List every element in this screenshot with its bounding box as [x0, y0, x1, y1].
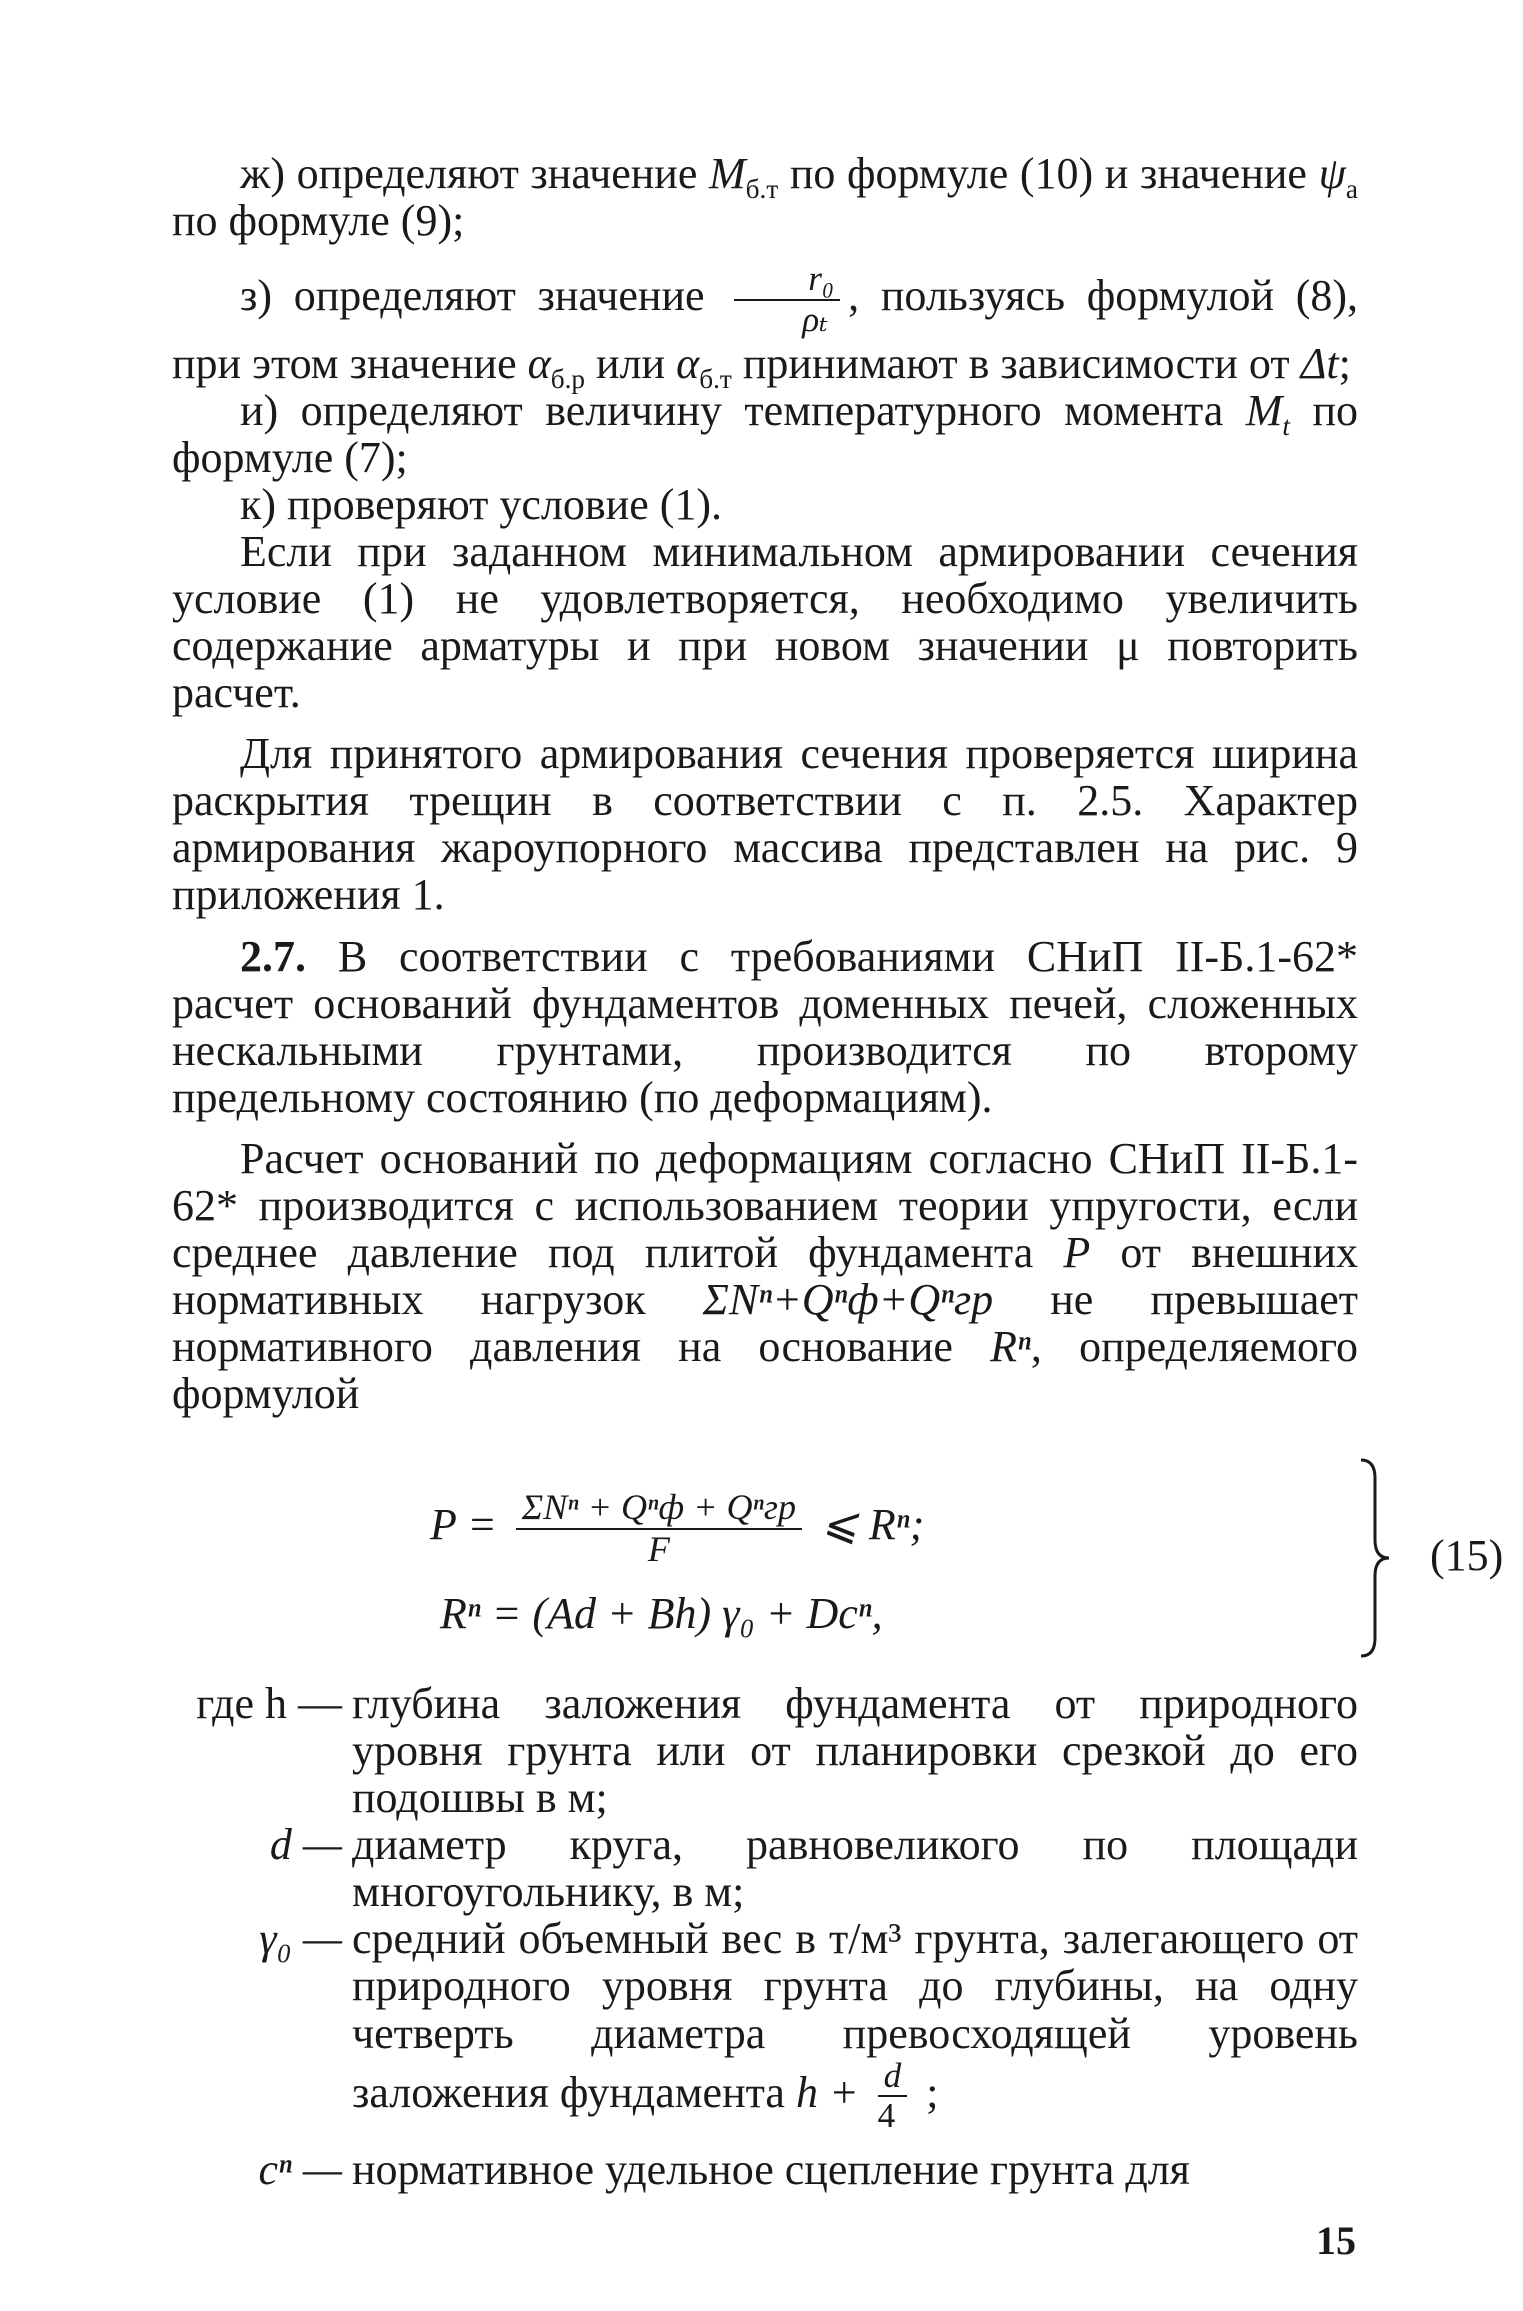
section-number: 2.7. [240, 931, 306, 981]
definition-h [172, 1680, 1358, 1821]
text: , пользуясь формулой (8), при этом значение [172, 270, 1359, 388]
text: по формуле (9); [172, 196, 465, 246]
text: ; [915, 2067, 939, 2117]
paragraph-i [172, 387, 1358, 481]
paragraph-2-7 [172, 933, 1358, 1121]
definition-term: где h — [196, 1679, 342, 1728]
fraction-d-4 [878, 2057, 908, 2136]
fraction-denominator: 4 [877, 2096, 896, 2136]
symbol-psi: ψ [1318, 149, 1346, 198]
formula-line-2: Rⁿ = (Ad + Bh) γ₀ + Dcⁿ, [440, 1589, 883, 1638]
fraction-denominator: ρₜ [802, 299, 828, 339]
definition-term: γ₀ — [259, 1914, 342, 1964]
paragraph-dlya: Для принятого армирования сечения проверяется ширина раскрытия трещин в соответствии с п. 2.5. Характер армирования жароупорного массива представлен на рис. 9 приложения 1. [172, 729, 1358, 920]
symbol-alpha-bp: α [527, 338, 551, 388]
formula-line-1 [430, 1488, 924, 1569]
right-brace-icon [1357, 1458, 1393, 1658]
text: от внешних нормативных нагрузок [172, 1228, 1358, 1325]
text: з) определяют значение [240, 270, 705, 320]
symbol-alpha-bt: α [676, 338, 700, 388]
symbol-sub: б.р [550, 363, 586, 394]
equation-number: (15) [1430, 1531, 1504, 1580]
definition-text: глубина заложения фундамента от природного уровня грунта или от планировки срезкой до его подошвы в м; [352, 1679, 1358, 1823]
text: Расчет оснований по деформациям согласно СНиП II-Б.1-62* производится с использованием теории упругости, если среднее давление под плитой фундамента [172, 1133, 1358, 1277]
definition-c [172, 2146, 1358, 2193]
symbol-m-t: M [1245, 385, 1283, 435]
symbol-sub: t [1282, 410, 1290, 441]
fraction-r0-rho [734, 260, 840, 339]
paragraph-zh [172, 150, 1358, 244]
symbol-sub: а [1345, 173, 1358, 204]
definition-term: cⁿ — [258, 2145, 342, 2195]
definitions-list [172, 1680, 1358, 2193]
formula-denominator: F [647, 1528, 670, 1569]
fraction-numerator: r₀ [734, 260, 840, 301]
symbol-sub: б.т [699, 363, 732, 394]
definition-gamma [172, 1915, 1358, 2136]
text: или [585, 338, 677, 388]
fraction-numerator: d [878, 2057, 908, 2098]
formula-fraction [516, 1488, 802, 1569]
symbol-m-bt: M [709, 149, 746, 198]
paragraph-raschet [172, 1135, 1358, 1417]
text: ; [1338, 338, 1351, 388]
text: не превышает нормативного давления на основание [172, 1275, 1358, 1372]
text: средний объемный вес в т/м³ грунта, залегающего от природного уровня грунта до глубины, на одну четверть диаметра превосходящей уровень заложения фундамента [352, 1914, 1358, 2117]
definition-text [342, 1915, 1358, 2136]
symbol-sub: б.т [745, 173, 779, 204]
text: по формуле (10) и значение [778, 149, 1319, 198]
definition-text: нормативное удельное сцепление грунта для [352, 2145, 1190, 2195]
text: по формуле (7); [172, 385, 1358, 482]
text: , определяемого формулой [172, 1322, 1358, 1419]
symbol-delta-t: Δt [1300, 338, 1339, 388]
symbol-p: P [1063, 1228, 1091, 1277]
formula-rhs: ⩽ Rⁿ; [820, 1499, 925, 1549]
text: В соответствии с требованиями СНиП II-Б.1-62* расчет оснований фундаментов доменных печей, сложенных нескальными грунтами, производится по второму предельному состоянию (по деформациям). [172, 931, 1358, 1122]
paragraph-k: к) проверяют условие (1). [240, 479, 723, 529]
paragraph-esli: Если при заданном минимальном армировании сечения условие (1) не удовлетворяется, необходимо увеличить содержание арматуры и при новом значении μ повторить расчет. [172, 526, 1358, 718]
definition-term: d — [269, 1820, 342, 1870]
formula-lhs: P = [430, 1499, 497, 1549]
symbol-h-plus: h + [784, 2067, 870, 2117]
paragraph-z [172, 259, 1359, 394]
definition-text: диаметр круга, равновеликого по площади многоугольнику, в м; [352, 1820, 1358, 1917]
text: принимают в зависимости от [731, 338, 1301, 388]
text-block-top [172, 150, 1358, 1417]
symbol-r-n: Rⁿ [990, 1322, 1031, 1372]
formula-15 [172, 1458, 1504, 1668]
symbol-load-sum: ΣNⁿ+Qⁿф+Qⁿгр [702, 1275, 994, 1325]
text: ж) определяют значение [240, 149, 709, 198]
formula-numerator: ΣNⁿ + Qⁿф + Qⁿгр [516, 1488, 802, 1530]
page-number: 15 [1316, 2218, 1356, 2263]
text: и) определяют величину температурного момента [240, 385, 1246, 435]
definition-d [172, 1821, 1358, 1915]
